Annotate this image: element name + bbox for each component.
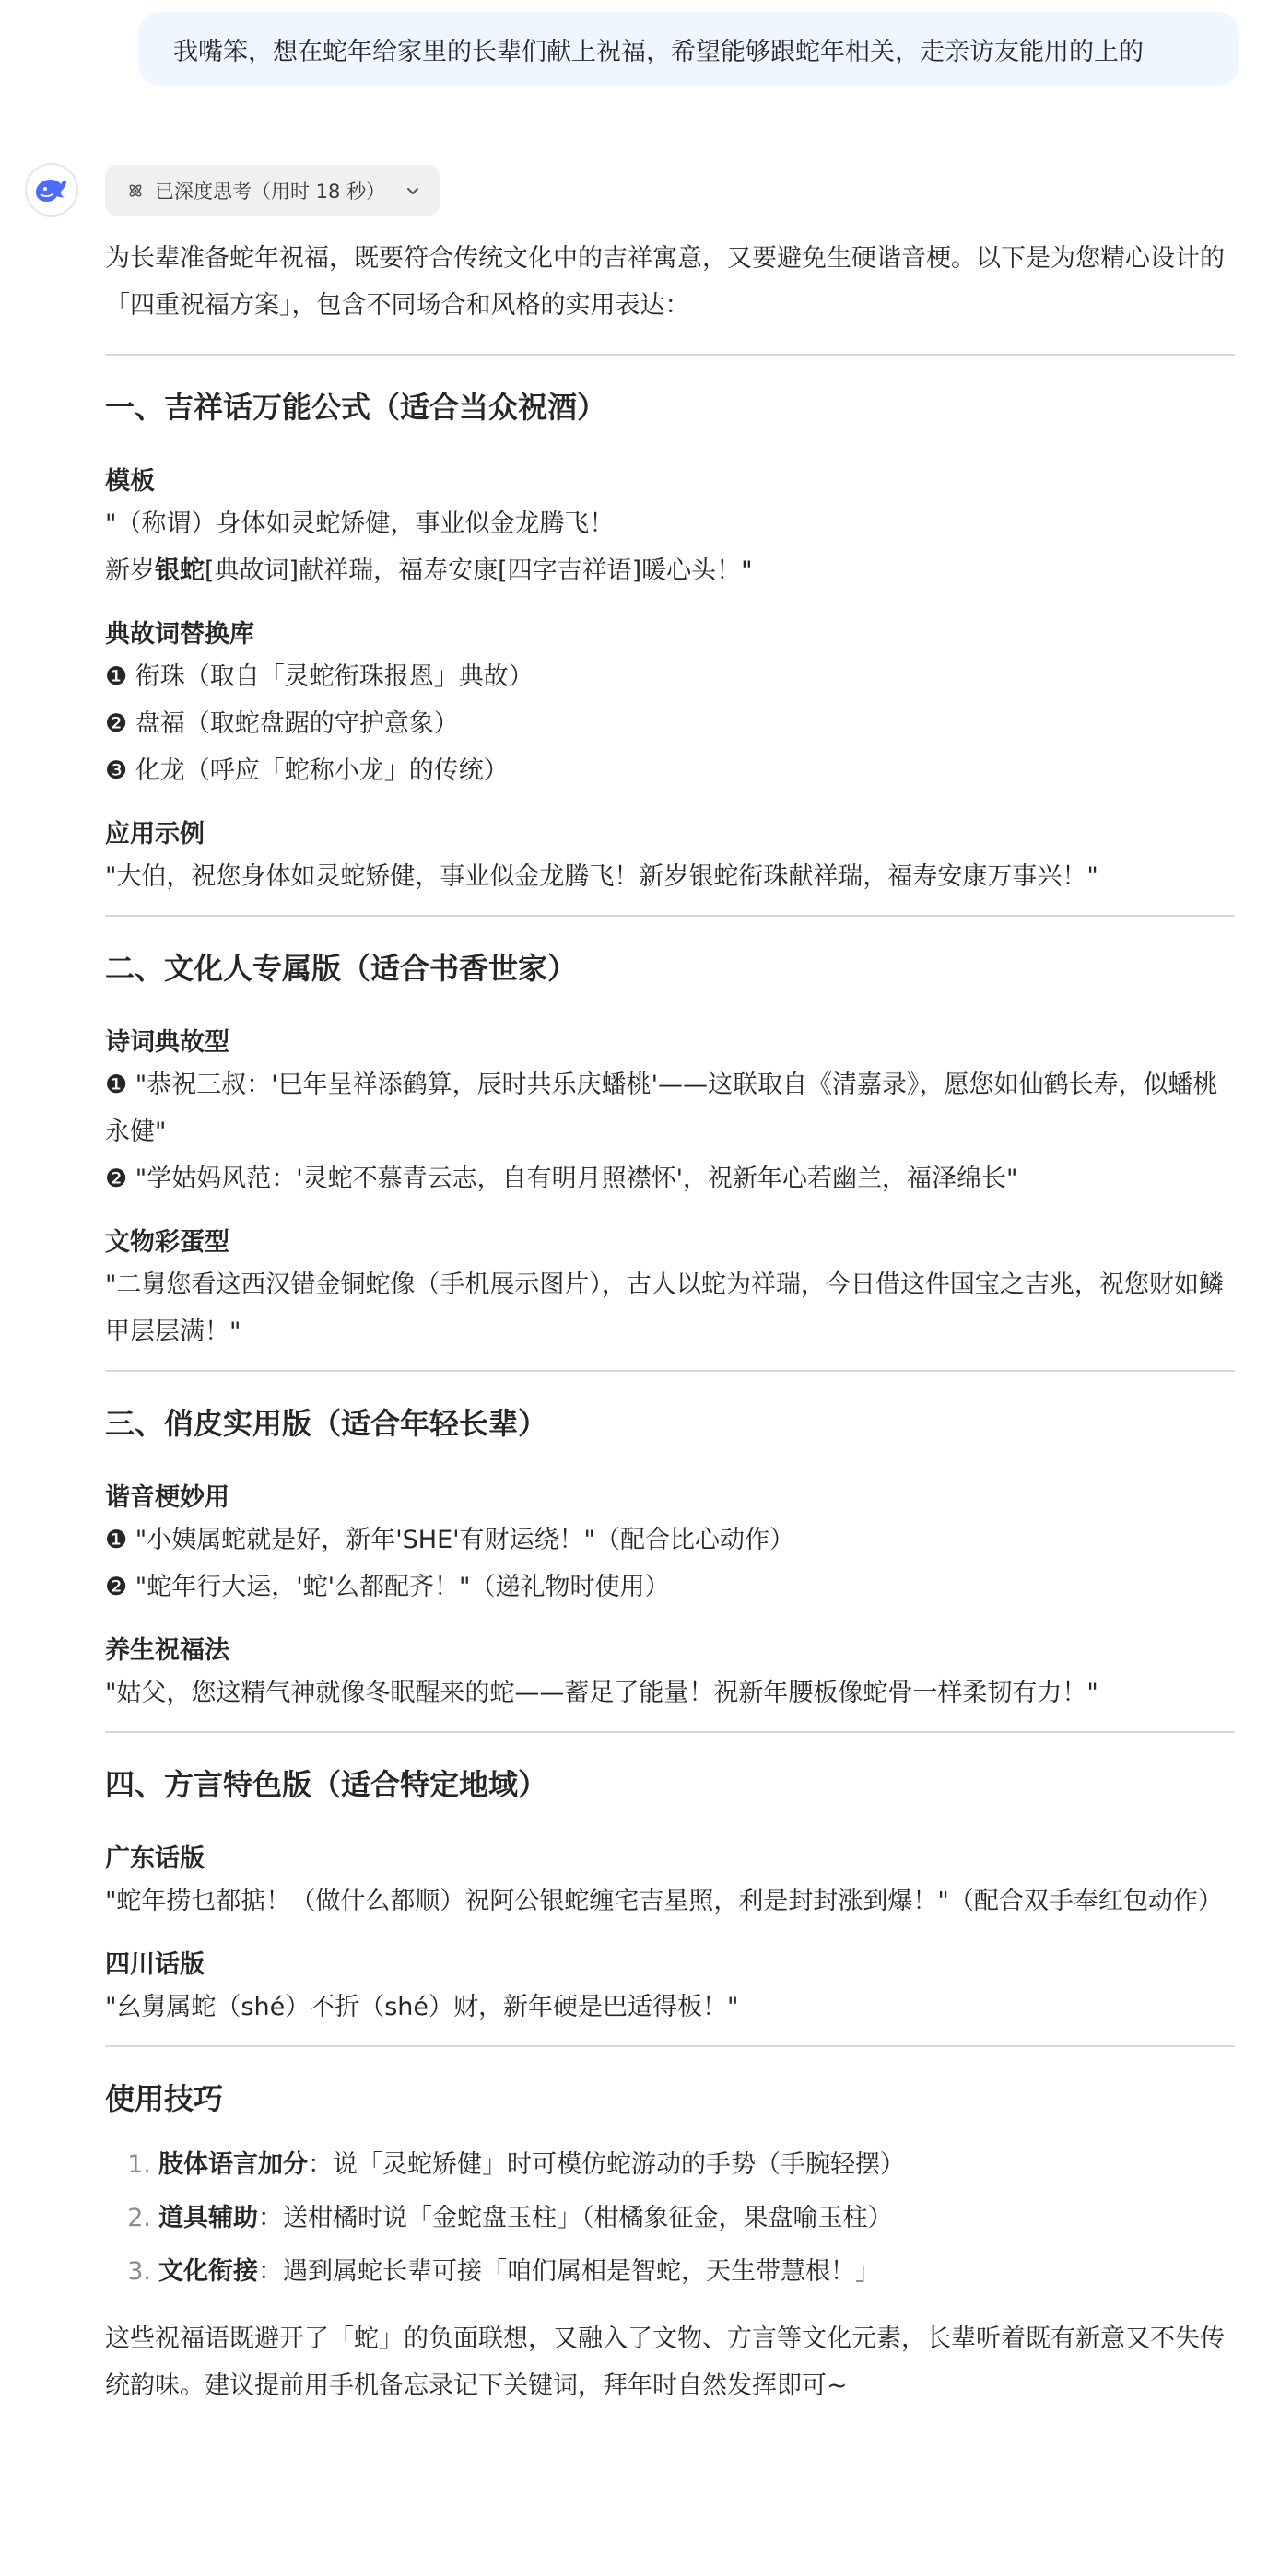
- pun-heading: 谐音梗妙用: [105, 1483, 229, 1512]
- whale-logo-icon: [33, 176, 70, 204]
- divider: [105, 1731, 1235, 1733]
- user-message-bubble: [138, 12, 1239, 86]
- tip-text: ：说「灵蛇矫健」时可模仿蛇游动的手势（手腕轻摆）: [308, 2150, 905, 2179]
- example-text: "大伯，祝您身体如灵蛇矫健，事业似金龙腾飞！新岁银蛇衔珠献祥瑞，福寿安康万事兴！": [105, 862, 1098, 891]
- tip-bold: 道具辅助: [158, 2204, 258, 2232]
- cantonese-text: "蛇年捞乜都掂！（做什么都顺）祝阿公银蛇缠宅吉星照，利是封封涨到爆！"（配合双手奉红包动作）: [105, 1887, 1223, 1915]
- section-title-2: 二、文化人专属版（适合书香世家）: [105, 951, 578, 986]
- assistant-avatar: [25, 163, 78, 217]
- template-line-2-bold: 银蛇: [155, 556, 205, 585]
- health-heading: 养生祝福法: [105, 1636, 229, 1665]
- sichuan-heading: 四川话版: [105, 1950, 205, 1979]
- divider: [105, 1370, 1235, 1372]
- outro-paragraph: 这些祝福语既避开了「蛇」的负面联想，又融入了文物、方言等文化元素，长辈听着既有新意又不失传统韵味。建议提前用手机备忘录记下关键词，拜年时自然发挥即可~: [105, 2324, 1225, 2400]
- health-text: "姑父，您这精气神就像冬眠醒来的蛇——蓄足了能量！祝新年腰板像蛇骨一样柔韧有力！": [105, 1679, 1098, 1707]
- pun-item: ❶ "小姨属蛇就是好，新年'SHE'有财运绕！"（配合比心动作）: [105, 1526, 794, 1554]
- poem-heading: 诗词典故型: [105, 1028, 229, 1057]
- library-item: ❷ 盘福（取蛇盘踞的守护意象）: [105, 709, 459, 738]
- divider: [105, 354, 1235, 356]
- library-item: ❸ 化龙（呼应「蛇称小龙」的传统）: [105, 756, 509, 785]
- template-line-1: "（称谓）身体如灵蛇矫健，事业似金龙腾飞！: [105, 509, 615, 538]
- list-item: [105, 2245, 1235, 2299]
- user-message-text: 我嘴笨，想在蛇年给家里的长辈们献上祝福，希望能够跟蛇年相关，走亲访友能用的上的: [173, 37, 1144, 66]
- relic-heading: 文物彩蛋型: [105, 1228, 229, 1257]
- tips-list: [105, 2138, 1235, 2299]
- list-item: [105, 2192, 1235, 2245]
- sichuan-text: "幺舅属蛇（shé）不折（shé）财，新年硬是巴适得板！": [105, 1993, 739, 2021]
- example-heading: 应用示例: [105, 820, 205, 849]
- intro-paragraph: 为长辈准备蛇年祝福，既要符合传统文化中的吉祥寓意，又要避免生硬谐音梗。以下是为您精心设计的「四重祝福方案」，包含不同场合和风格的实用表达：: [105, 244, 1225, 320]
- list-number: 3.: [127, 2257, 151, 2286]
- tips-title: 使用技巧: [105, 2081, 224, 2116]
- chevron-down-icon: [405, 182, 421, 199]
- cantonese-heading: 广东话版: [105, 1844, 205, 1873]
- template-line-2: [105, 547, 1235, 594]
- relic-text: "二舅您看这西汉错金铜蛇像（手机展示图片），古人以蛇为祥瑞，今日借这件国宝之吉兆，祝您财如鳞甲层层满！": [105, 1270, 1224, 1346]
- deep-thinking-label: 已深度思考（用时 18 秒）: [155, 180, 386, 203]
- tip-bold: 肢体语言加分: [158, 2150, 308, 2179]
- tip-bold: 文化衔接: [158, 2257, 258, 2286]
- list-number: 1.: [127, 2150, 151, 2179]
- divider: [105, 2045, 1235, 2047]
- tip-text: ：送柑橘时说「金蛇盘玉柱」（柑橘象征金，果盘喻玉柱）: [258, 2204, 893, 2232]
- library-heading: 典故词替换库: [105, 620, 254, 649]
- list-number: 2.: [127, 2204, 151, 2232]
- pun-item: ❷ "蛇年行大运，'蛇'么都配齐！"（递礼物时使用）: [105, 1573, 670, 1601]
- template-line-2-pre: 新岁: [105, 556, 155, 585]
- section-title-1: 一、吉祥话万能公式（适合当众祝酒）: [105, 390, 607, 425]
- atom-icon: [127, 182, 144, 199]
- poem-item: ❶ "恭祝三叔：'巳年呈祥添鹤算，辰时共乐庆蟠桃'——这联取自《清嘉录》，愿您如仙鹤长寿，似蟠桃永健": [105, 1071, 1218, 1146]
- poem-item: ❷ "学姑妈风范：'灵蛇不慕青云志，自有明月照襟怀'，祝新年心若幽兰，福泽绵长": [105, 1165, 1018, 1193]
- tip-text: ：遇到属蛇长辈可接「咱们属相是智蛇，天生带慧根！」: [258, 2257, 880, 2286]
- section-title-3: 三、俏皮实用版（适合年轻长辈）: [105, 1406, 548, 1441]
- divider: [105, 915, 1235, 917]
- library-item: ❶ 衔珠（取自「灵蛇衔珠报恩」典故）: [105, 662, 534, 691]
- section-title-4: 四、方言特色版（适合特定地域）: [105, 1767, 548, 1802]
- assistant-message: [105, 235, 1235, 2409]
- list-item: [105, 2138, 1235, 2192]
- template-heading: 模板: [105, 467, 155, 496]
- template-line-2-post: [典故词]献祥瑞，福寿安康[四字吉祥语]暖心头！": [205, 556, 753, 585]
- deep-thinking-toggle[interactable]: [105, 165, 440, 216]
